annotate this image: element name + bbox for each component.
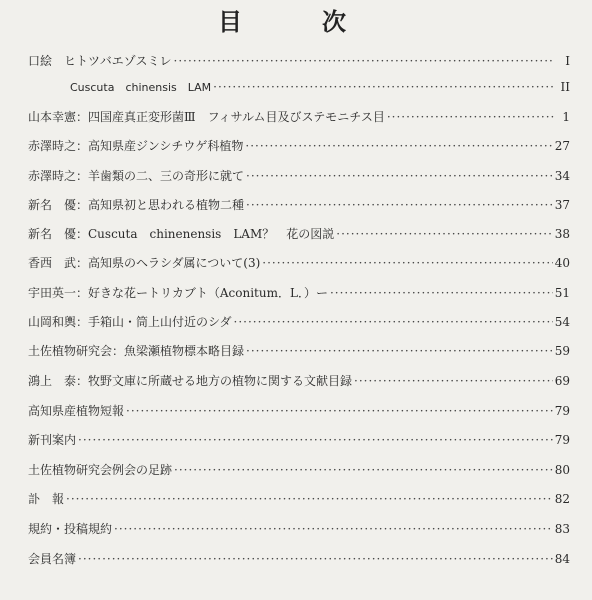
toc-entry-title: 鴻上 泰：牧野文庫に所蔵せる地方の植物に関する文献目録 [28,374,353,388]
toc-entry-title: 土佐植物研究会：魚梁瀬植物標本略目録 [28,344,245,358]
toc-entry-page: 38 [554,227,570,241]
toc-entry-title: 新名 優：高知県初と思われる植物二種 [28,198,245,212]
toc-entry [28,433,570,447]
toc-entry-title: 規約・投稿規約 [28,522,113,536]
leader-dots [330,286,553,300]
leader-dots [245,139,552,153]
toc-entry-title: 山本幸憲：四国産真正変形菌Ⅲ フィサルム目及びステモニチス目 [28,110,385,124]
toc-entry-title: 新刊案内 [28,433,77,447]
toc-entry-page: 79 [554,404,570,418]
toc-entry [28,522,570,536]
toc-entry [28,110,570,124]
toc-entry-page: II [560,80,570,94]
leader-dots [234,315,553,329]
toc-entry-page: 69 [554,374,570,388]
toc-entry [28,492,570,506]
toc-entry-title: 新名 優：Cuscuta chinenensis LAM？ 花の図説 [28,227,335,241]
toc-entry-page: 51 [554,286,570,300]
toc-entry-page: 84 [554,552,570,566]
leader-dots [213,80,554,94]
leader-dots [246,198,553,212]
leader-dots [262,256,552,270]
toc-entry-page: 54 [554,315,570,329]
toc-entry [28,54,570,68]
toc-entry-title: 山岡和輿：手箱山・筒上山付近のシダ [28,315,232,329]
toc-entry-page: I [565,54,570,68]
toc-entry-page: 79 [554,433,570,447]
toc-entry-page: 80 [554,463,570,477]
toc-entry-page: 34 [554,169,570,183]
leader-dots [246,169,553,183]
toc-entry [28,256,570,270]
toc-entry [28,169,570,183]
leader-dots [174,463,553,477]
toc-entry [28,286,570,300]
toc-entry-page: 40 [554,256,570,270]
toc-entry-page: 82 [554,492,570,506]
toc-entry-title: 宇田英一：好きな花ートリカブト（Aconitum．L．）ー [28,286,328,300]
toc-entry-page: 83 [554,522,570,536]
toc-entry-page: 27 [554,139,570,153]
leader-dots [336,227,552,241]
toc-entry [28,552,570,566]
toc-entry-title: 会員名簿 [28,552,77,566]
toc-entry [28,374,570,388]
toc-entry [28,139,570,153]
leader-dots [78,433,553,447]
toc-entry-title: 赤澤時之：高知県産ジンシチウゲ科植物 [28,139,244,153]
toc-entry-title: 香西 武：高知県のヘラシダ属について(3) [28,256,261,270]
leader-dots [174,54,554,68]
leader-dots [387,110,554,124]
toc-entry [28,315,570,329]
toc-entry-title: 訃 報 [28,492,65,506]
toc-entry [28,227,570,241]
toc-entry [28,198,570,212]
toc-entry-title: 赤澤時之：羊歯類の二、三の奇形に就て [28,169,245,183]
toc-entry [28,80,570,95]
leader-dots [354,374,553,388]
toc-entry-title: Cuscuta chinensis LAM [70,81,212,94]
toc-entry [28,344,570,358]
page-title: 目 次 [218,7,374,36]
leader-dots [126,404,553,418]
leader-dots [66,492,553,506]
leader-dots [246,344,553,358]
leader-dots [114,522,553,536]
toc-entry-title: 口絵 ヒトツバエゾスミレ [28,54,172,68]
toc-entry-page: 59 [554,344,570,358]
toc-entry [28,404,570,418]
toc-entry-page: 1 [562,110,570,124]
toc-entry-page: 37 [554,198,570,212]
leader-dots [78,552,553,566]
toc-entry-title: 土佐植物研究会例会の足跡 [28,463,173,477]
toc-entry-title: 高知県産植物短報 [28,404,125,418]
toc-entry [28,463,570,477]
